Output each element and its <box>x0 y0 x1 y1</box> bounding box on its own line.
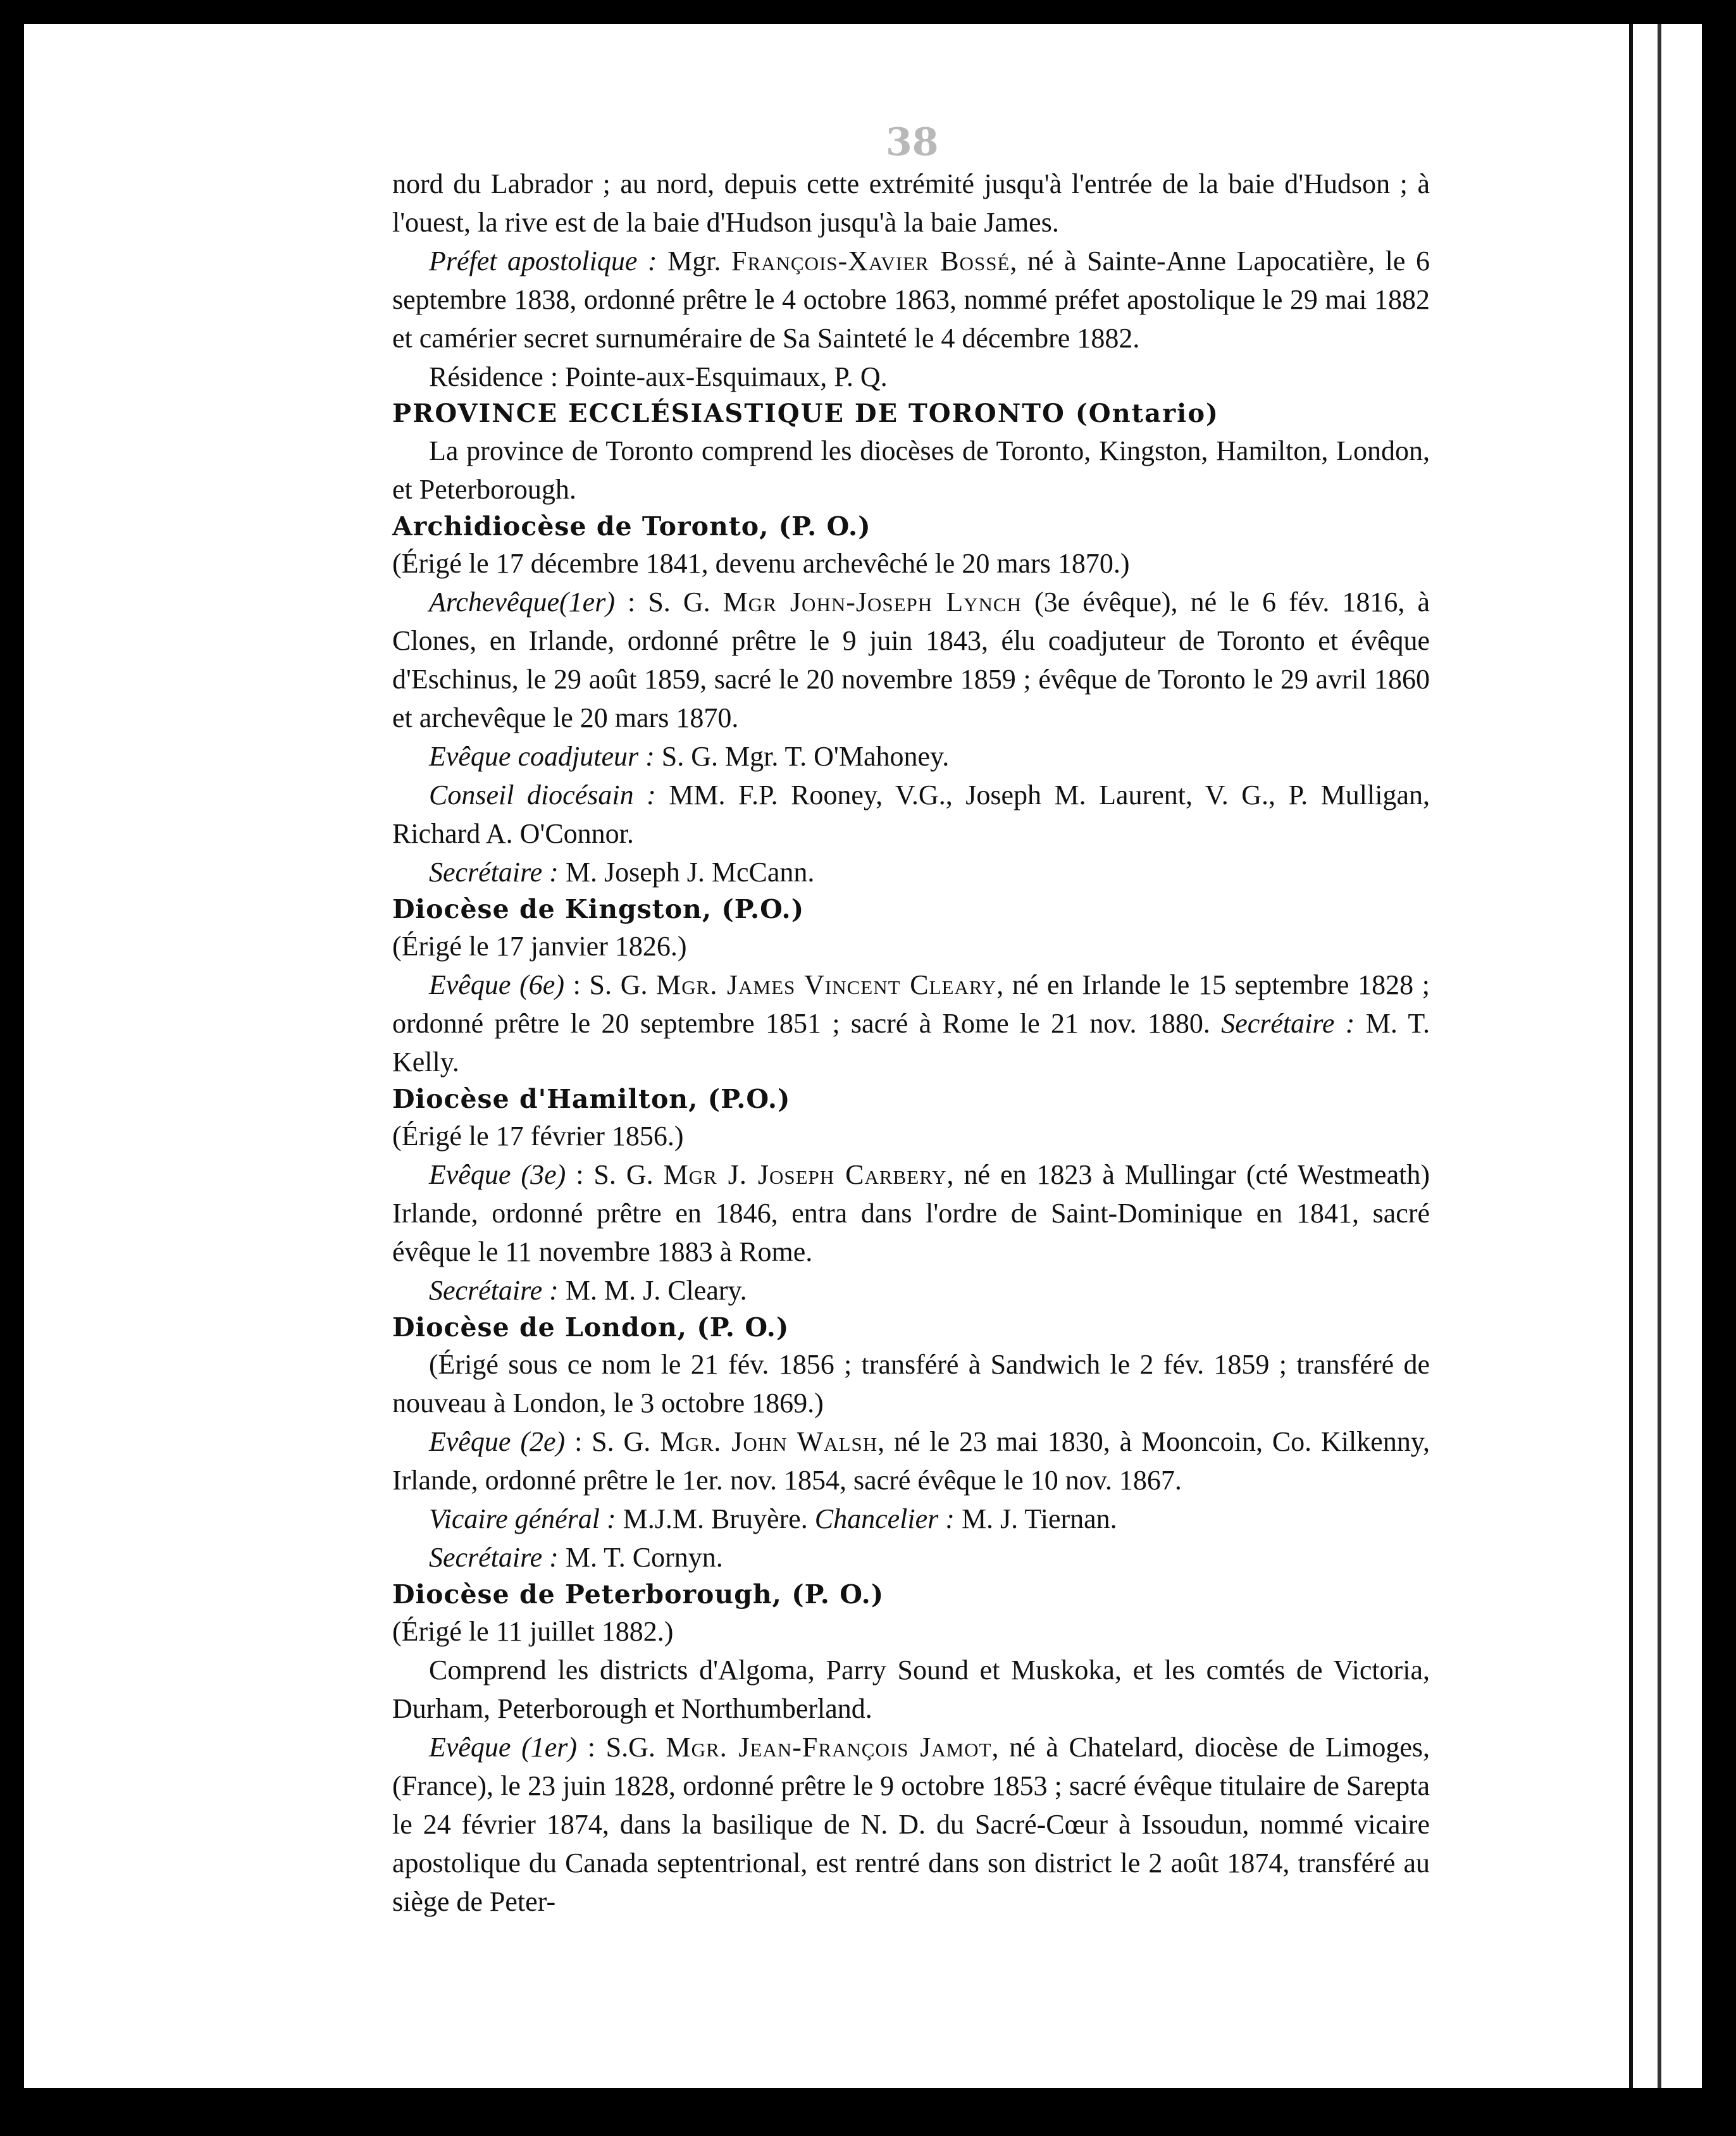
text-secretaire-london: M. T. Cornyn. <box>558 1542 723 1573</box>
text-sg: : S. G. <box>565 1426 660 1457</box>
paragraph-secretaire-toronto <box>392 853 1430 891</box>
heading-archidiocese-toronto: Archidiocèse de Toronto, (P. O.) <box>392 511 871 542</box>
page-edge-line <box>1629 24 1633 2088</box>
text-bosse-bio: , né à Sainte-Anne Lapocatière, le 6 septembre 1838, ordonné prêtre le 4 octobre 1863, nommé préfet apostolique le 29 mai 1882 et camérier secret surnuméraire de Sa Sainteté le 4 décembre 1882. <box>392 245 1430 354</box>
erige-london <box>392 1345 1430 1422</box>
paragraph-province-description <box>392 432 1430 509</box>
document-page <box>392 165 1430 1921</box>
name-lynch: Mgr John-Joseph Lynch <box>722 587 1022 618</box>
paragraph-secretaire-hamilton <box>392 1271 1430 1310</box>
label-eveque-rank: (6e) <box>511 969 564 1000</box>
scan-border-top <box>0 0 1736 24</box>
label-eveque: Evêque <box>429 1159 511 1190</box>
text-carbery-bio: , né en 1823 à Mullingar (cté Westmeath) Irlande, ordonné prêtre en 1846, entra dans l'ordre de Saint-Dominique en 1841, sacré évêque le 11 novembre 1883 à Rome. <box>392 1159 1430 1267</box>
label-vicaire: Vicaire général : <box>429 1503 616 1534</box>
label-eveque-rank: (3e) <box>511 1159 566 1190</box>
label-eveque-rank: (2e) <box>511 1426 566 1457</box>
text-chancelier: M. J. Tiernan. <box>954 1503 1117 1534</box>
paragraph-coadjuteur <box>392 737 1430 776</box>
page-edge-line-outer <box>1658 24 1661 2088</box>
heading-diocese-kingston: Diocèse de Kingston, (P.O.) <box>392 894 805 924</box>
heading-province-toronto: PROVINCE ECCLÉSIASTIQUE DE TORONTO (Ontario) <box>392 399 1219 428</box>
label-secretaire: Secrétaire : <box>429 1542 559 1573</box>
erige-kingston: (Érigé le 17 janvier 1826.) <box>392 931 687 962</box>
name-carbery: Mgr J. Joseph Carbery <box>663 1159 947 1190</box>
label-coadjuteur: Evêque coadjuteur : <box>429 741 655 772</box>
text-erige-toronto: (Érigé le 17 décembre 1841, devenu archevêché le 20 mars 1870.) <box>392 548 1130 579</box>
paragraph-eveque-hamilton <box>392 1155 1430 1271</box>
text-residence: Résidence : Pointe-aux-Esquimaux, P. Q. <box>429 361 888 392</box>
paragraph-secretaire-london <box>392 1538 1430 1577</box>
label-conseil: Conseil diocésain : <box>429 779 656 810</box>
label-secretaire: Secrétaire : <box>429 857 559 888</box>
label-eveque: Evêque <box>429 969 511 1000</box>
name-walsh: Mgr. John Walsh <box>660 1426 878 1457</box>
text-lynch-bio: (3e évêque), né le 6 fév. 1816, à Clones, en Irlande, ordonné prêtre le 9 juin 1843, élu coadjuteur de Toronto et évêque d'Eschinus, le 29 août 1859, sacré le 20 novembre 1859 ; évêque de Toronto le 29 avril 1860 et archevêque le 20 mars 1870. <box>392 587 1430 733</box>
text-conseil: MM. F.P. Rooney, V.G., Joseph M. Laurent, V. G., P. Mulligan, Richard A. O'Connor. <box>392 779 1430 849</box>
text-labrador: nord du Labrador ; au nord, depuis cette extrémité jusqu'à l'entrée de la baie d'Hudson ; à l'ouest, la rive est de la baie d'Hudson jusqu'à la baie James. <box>392 168 1430 238</box>
erige-peterborough: (Érigé le 11 juillet 1882.) <box>392 1616 674 1647</box>
text-secretaire-hamilton: M. M. J. Cleary. <box>558 1275 747 1306</box>
heading-diocese-hamilton: Diocèse d'Hamilton, (P.O.) <box>392 1084 791 1114</box>
text-coadjuteur: S. G. Mgr. T. O'Mahoney. <box>654 741 950 772</box>
paragraph-prefet <box>392 242 1430 357</box>
label-eveque: Evêque <box>429 1732 511 1763</box>
label-secretaire: Secrétaire : <box>429 1275 559 1306</box>
paragraph-peterborough-comprend <box>392 1651 1430 1728</box>
heading-diocese-london: Diocèse de London, (P. O.) <box>392 1312 790 1343</box>
erige-toronto <box>392 544 1430 583</box>
paragraph-vicaire-london <box>392 1500 1430 1538</box>
text-cleary-bio: , né en Irlande le 15 septembre 1828 ; ordonné prêtre le 20 septembre 1851 ; sacré à Rome le 21 nov. 1880. <box>392 969 1430 1039</box>
name-bosse: François-Xavier Bossé <box>731 245 1010 276</box>
text-secretaire-kingston: M. T. Kelly. <box>392 1008 1430 1077</box>
paragraph-labrador <box>392 165 1430 242</box>
label-eveque: Evêque <box>429 1426 511 1457</box>
paragraph-conseil <box>392 776 1430 853</box>
label-archeveque: Archevêque <box>429 587 560 618</box>
text-sg: : S. G. <box>614 587 723 618</box>
text-mgr: Mgr. <box>657 245 731 276</box>
text-secretaire-toronto: M. Joseph J. McCann. <box>558 857 815 888</box>
text-erige-london: (Érigé sous ce nom le 21 fév. 1856 ; transféré à Sandwich le 2 fév. 1859 ; transféré de nouveau à London, le 3 octobre 1869.) <box>392 1349 1430 1419</box>
text-sg: : S. G. <box>566 1159 664 1190</box>
text-walsh-bio: , né le 23 mai 1830, à Mooncoin, Co. Kilkenny, Irlande, ordonné prêtre le 1er. nov. 1854, sacré évêque le 10 nov. 1867. <box>392 1426 1430 1496</box>
name-jamot: Mgr. Jean-François Jamot <box>666 1732 992 1763</box>
text-province: La province de Toronto comprend les diocèses de Toronto, Kingston, Hamilton, London, et Peterborough. <box>392 435 1430 505</box>
text-sg: : S.G. <box>577 1732 666 1763</box>
text-jamot-bio: , né à Chatelard, diocèse de Limoges, (France), le 23 juin 1828, ordonné prêtre le 9 octobre 1853 ; sacré évêque titulaire de Sarepta le 24 février 1874, dans la basilique de N. D. du Sacré-Cœur à Issoudun, nommé vicaire apostolique du Canada septentrional, est rentré dans son district le 2 août 1874, transféré au siège de Peter- <box>392 1732 1430 1917</box>
erige-hamilton: (Érigé le 17 février 1856.) <box>392 1121 684 1152</box>
paragraph-eveque-kingston <box>392 966 1430 1081</box>
label-eveque-rank: (1er) <box>511 1732 578 1763</box>
label-secretaire: Secrétaire : <box>1221 1008 1355 1039</box>
paragraph-eveque-london <box>392 1422 1430 1500</box>
scan-border-left <box>0 0 24 2136</box>
text-vicaire: M.J.M. Bruyère. <box>616 1503 815 1534</box>
scan-border-bottom <box>0 2088 1736 2136</box>
paragraph-archeveque <box>392 583 1430 737</box>
heading-diocese-peterborough: Diocèse de Peterborough, (P. O.) <box>392 1579 884 1610</box>
name-cleary: Mgr. James Vincent Cleary <box>656 969 997 1000</box>
paragraph-eveque-peterborough <box>392 1728 1430 1921</box>
paragraph-residence <box>392 357 1430 396</box>
text-peterborough-comprend: Comprend les districts d'Algoma, Parry Sound et Muskoka, et les comtés de Victoria, Durham, Peterborough et Northumberland. <box>392 1655 1430 1724</box>
scan-border-right <box>1702 0 1736 2136</box>
label-chancelier: Chancelier : <box>814 1503 955 1534</box>
label-archeveque-rank: (1er) <box>559 587 615 618</box>
text-sg: : S. G. <box>564 969 657 1000</box>
page-number: 38 <box>886 120 939 165</box>
label-prefet: Préfet apostolique : <box>429 245 657 276</box>
